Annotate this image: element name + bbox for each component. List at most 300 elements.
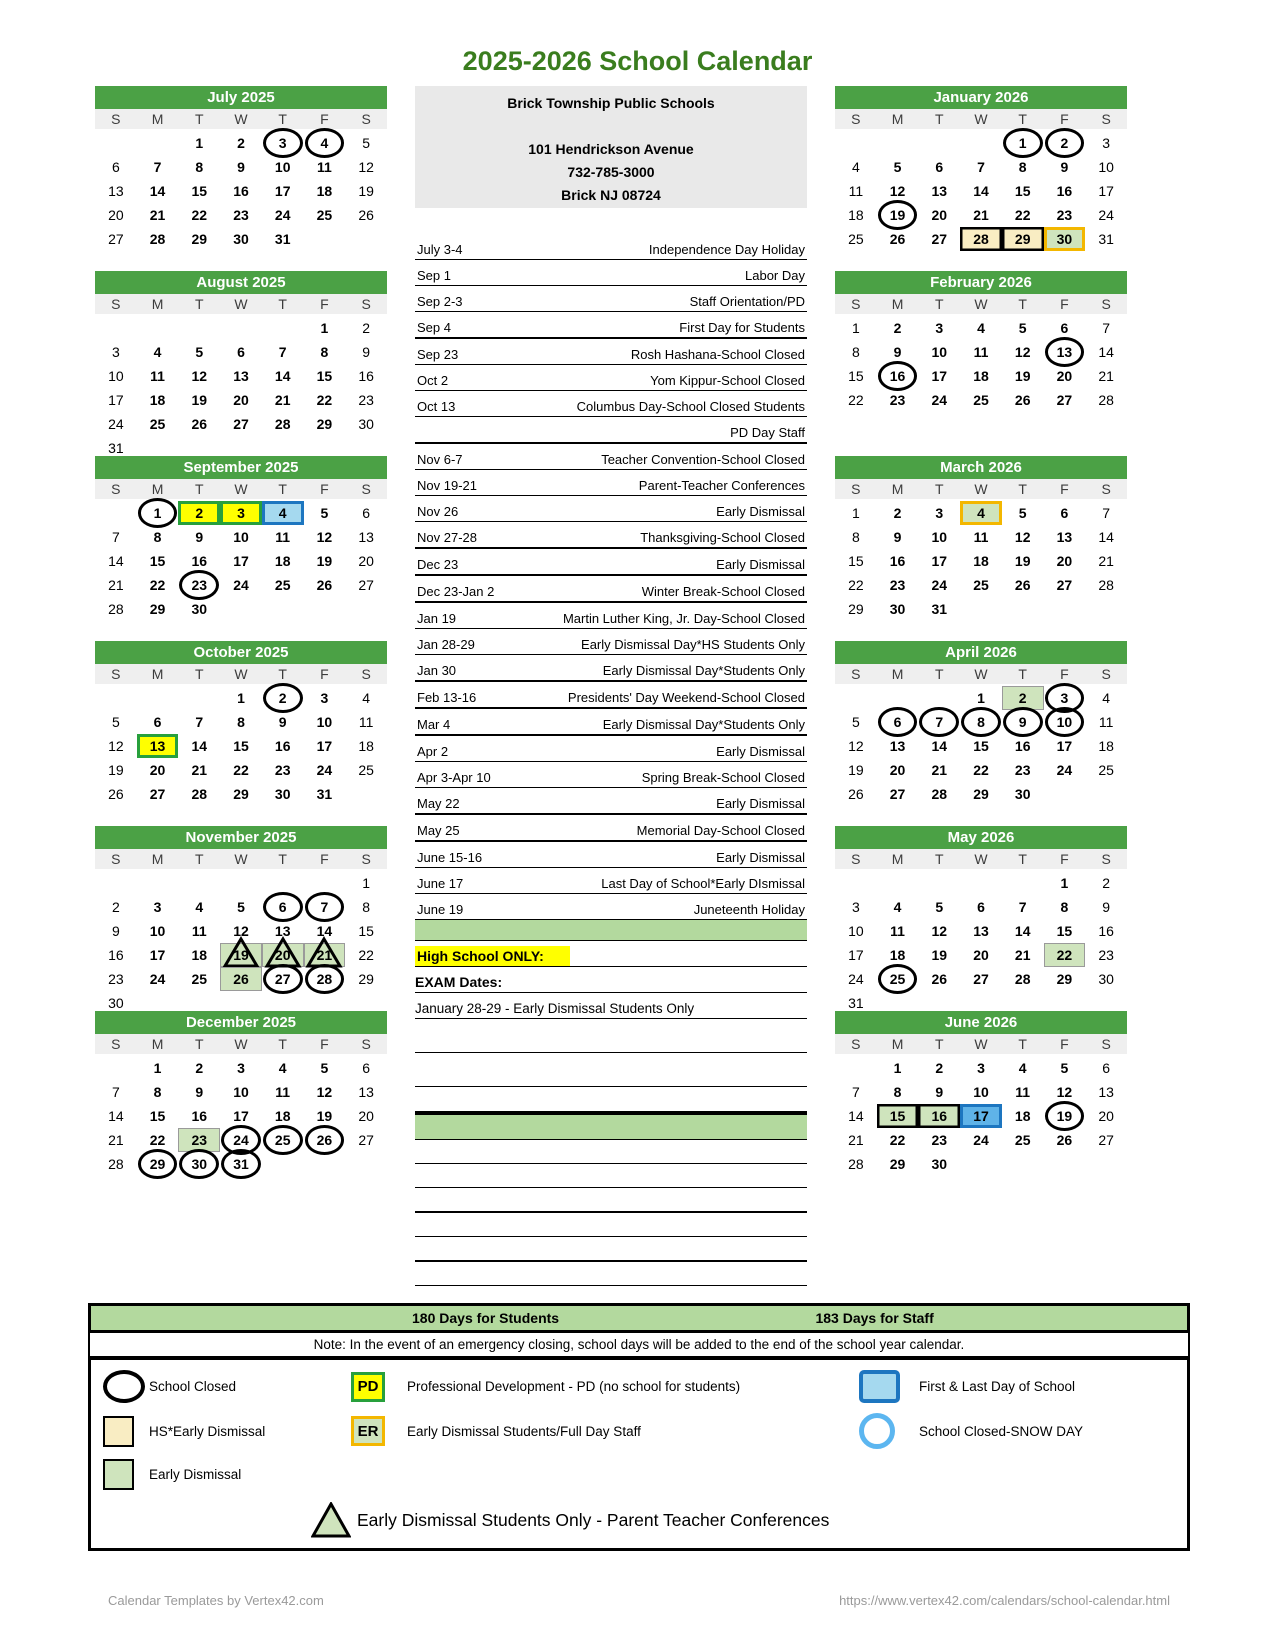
day-cell: 10: [274, 159, 291, 175]
event-row: [415, 576, 807, 603]
weekday-letter: S: [111, 481, 121, 497]
day-cell: 7: [195, 714, 204, 730]
day-cell: 23: [1056, 207, 1073, 223]
day-cell: 3: [237, 1060, 245, 1076]
day-cell: 3: [111, 344, 120, 360]
weekday-letter: S: [1101, 666, 1111, 682]
day-cell: 25: [191, 971, 208, 987]
day-cell: 8: [153, 1084, 162, 1100]
day-cell: 5: [935, 899, 944, 915]
day-cell-pd: 3: [220, 501, 262, 525]
day-cell: 24: [931, 577, 948, 593]
day-cell: 6: [237, 344, 245, 360]
day-cell: 21: [274, 392, 291, 408]
day-cell: 23: [1014, 762, 1031, 778]
day-cell-conf: 19: [220, 943, 262, 967]
day-cell: 17: [848, 947, 864, 963]
event-label: Juneteenth Holiday: [693, 902, 805, 917]
school-name: Brick Township Public Schools: [507, 95, 715, 111]
day-cell: 11: [1098, 714, 1114, 730]
day-cell: 10: [1098, 159, 1114, 175]
day-cell: 29: [149, 601, 166, 617]
day-cell: [835, 1056, 877, 1080]
event-label: Yom Kippur-School Closed: [650, 373, 805, 388]
event-date: Jan 30: [417, 663, 457, 678]
day-cell: 23: [889, 577, 906, 593]
weekday-letter: S: [361, 666, 371, 682]
day-cell: 29: [358, 971, 374, 987]
day-cell: 21: [1098, 553, 1114, 569]
day-cell: 28: [1014, 971, 1031, 987]
day-cell: 25: [973, 392, 989, 408]
weekday-letter: W: [234, 296, 248, 312]
school-address: 101 Hendrickson Avenue: [528, 141, 694, 157]
day-cell-closed: 27: [262, 967, 304, 991]
day-cell: 25: [274, 577, 291, 593]
event-label: Thanksgiving-School Closed: [640, 530, 805, 545]
month-header: April 2026: [835, 641, 1127, 664]
event-label: Early Dismissal: [716, 557, 805, 572]
event-row: [415, 234, 807, 260]
day-cell-closed: 24: [220, 1128, 262, 1152]
day-cell: 31: [931, 601, 948, 617]
hs-early-dismissal-label: HS*Early Dismissal: [149, 1423, 266, 1439]
day-cell: 12: [191, 368, 208, 384]
weekday-letter: S: [111, 851, 121, 867]
day-cell-hs: 28: [960, 227, 1002, 251]
day-cell: 8: [1018, 159, 1027, 175]
day-cell: 30: [358, 416, 374, 432]
month-slot: [95, 826, 387, 1011]
day-cell: [345, 597, 387, 621]
day-cell: 12: [889, 183, 906, 199]
day-cell: 27: [358, 577, 374, 593]
day-cell: 4: [1018, 1060, 1027, 1076]
weekday-letter: S: [1101, 481, 1111, 497]
day-cell: 22: [149, 1132, 166, 1148]
day-cell: 19: [848, 762, 864, 778]
day-cell-closed: 3: [262, 131, 304, 155]
event-row: [415, 286, 807, 312]
weekday-letter: T: [935, 851, 944, 867]
day-cell: 17: [931, 553, 948, 569]
day-cell: 15: [358, 923, 374, 939]
green-band: [415, 920, 807, 941]
day-cell: 9: [935, 1084, 944, 1100]
day-cell: 15: [973, 738, 989, 754]
day-cell: 29: [233, 786, 249, 802]
blank-row: [415, 1262, 807, 1286]
event-row: [415, 736, 807, 762]
day-cell: 13: [233, 368, 249, 384]
day-cell: 15: [233, 738, 249, 754]
weekday-letter: S: [361, 296, 371, 312]
weekday-letter: T: [1018, 111, 1027, 127]
day-cell: [262, 436, 304, 460]
day-cell: 4: [893, 899, 902, 915]
day-cell: 1: [893, 1060, 902, 1076]
day-cell-closed: 31: [220, 1152, 262, 1176]
weekday-letter: T: [195, 1036, 204, 1052]
days-grid: [835, 686, 1127, 806]
day-cell: [220, 597, 262, 621]
month-header: October 2025: [95, 641, 387, 664]
day-cell: 27: [233, 416, 249, 432]
day-cell: 15: [316, 368, 333, 384]
event-date: May 25: [417, 823, 460, 838]
day-cell: 31: [274, 231, 291, 247]
day-cell: 18: [149, 392, 166, 408]
day-cell: 21: [108, 577, 124, 593]
event-label: Early Dismissal Day*Students Only: [602, 717, 805, 732]
event-row: [415, 815, 807, 842]
day-cell: 30: [1014, 786, 1031, 802]
event-row: [415, 842, 807, 868]
day-cell: 6: [362, 505, 371, 521]
day-cell: 8: [195, 159, 204, 175]
summary-bar: [88, 1303, 1190, 1333]
month-header: January 2026: [835, 86, 1127, 109]
day-cell: 13: [1056, 529, 1073, 545]
day-cell: 21: [149, 207, 166, 223]
day-cell: 9: [111, 923, 120, 939]
day-cell: 3: [320, 690, 329, 706]
day-cell: [304, 227, 346, 251]
day-cell: 17: [233, 1108, 249, 1124]
weekday-letter: S: [111, 296, 121, 312]
day-cell: 8: [237, 714, 245, 730]
day-cell: 20: [931, 207, 948, 223]
exam-note-row: [415, 993, 807, 1019]
weekday-letter: F: [1060, 1036, 1069, 1052]
day-cell: 29: [889, 1156, 906, 1172]
day-cell: [137, 316, 179, 340]
event-row: [415, 260, 807, 286]
conference-legend-label: Early Dismissal Students Only - Parent Teacher Conferences: [357, 1509, 830, 1530]
day-cell-closed: 29: [137, 1152, 179, 1176]
event-label: Presidents' Day Weekend-School Closed: [567, 690, 805, 705]
day-cell-closed: 26: [304, 1128, 346, 1152]
event-row: [415, 788, 807, 815]
day-cell: 16: [108, 947, 124, 963]
day-cell: 27: [889, 786, 906, 802]
weekday-letter: S: [851, 296, 861, 312]
day-cell: 19: [316, 1108, 333, 1124]
day-cell: 24: [316, 762, 333, 778]
day-cell: [918, 131, 960, 155]
days-grid: [835, 1056, 1127, 1176]
day-cell-closed: 2: [1044, 131, 1086, 155]
day-cell: 12: [848, 738, 864, 754]
day-cell: [220, 871, 262, 895]
day-cell: 9: [195, 1084, 204, 1100]
day-cell: 6: [1060, 320, 1069, 336]
day-cell: 16: [1014, 738, 1031, 754]
day-cell: 11: [191, 923, 207, 939]
day-cell: 13: [108, 183, 124, 199]
weekday-letter: M: [891, 111, 904, 127]
day-cell-closed: 7: [918, 710, 960, 734]
day-cell: [137, 871, 179, 895]
month-header: May 2026: [835, 826, 1127, 849]
day-cell: 24: [233, 577, 249, 593]
day-cell: 20: [1098, 1108, 1114, 1124]
footer-url: https://www.vertex42.com/calendars/school-calendar.html: [839, 1593, 1170, 1608]
bottom-section: [88, 1303, 1190, 1551]
day-cell: 20: [973, 947, 989, 963]
day-cell: 9: [1102, 899, 1111, 915]
event-label: First Day for Students: [679, 320, 805, 335]
day-cell: 15: [1014, 183, 1031, 199]
day-cell-closed: 10: [1044, 710, 1086, 734]
day-cell: 10: [931, 344, 948, 360]
day-cell: 15: [191, 183, 208, 199]
month-slot: [95, 271, 387, 456]
weekday-letter: W: [974, 481, 988, 497]
day-cell: 23: [931, 1132, 948, 1148]
weekday-letter: M: [151, 666, 164, 682]
day-cell: 31: [108, 440, 124, 456]
day-cell: 26: [358, 207, 374, 223]
event-date: Mar 4: [417, 717, 451, 732]
day-cell: 1: [153, 1060, 162, 1076]
day-cell: 12: [233, 923, 249, 939]
day-cell: 15: [149, 553, 166, 569]
day-cell: [304, 991, 346, 1015]
day-cell: 21: [191, 762, 208, 778]
day-cell-closed: 30: [178, 1152, 220, 1176]
weekday-letter: F: [320, 1036, 329, 1052]
day-cell: [220, 316, 262, 340]
month-slot: [835, 826, 1127, 1011]
event-label: Last Day of School*Early DIsmissal: [601, 876, 805, 891]
day-cell: 29: [848, 601, 864, 617]
day-cell: [178, 686, 220, 710]
day-cell: [877, 131, 919, 155]
day-cell-closed: 25: [877, 967, 919, 991]
blank-row: [415, 1053, 807, 1087]
day-cell: 15: [149, 1108, 166, 1124]
first-last-day-label: First & Last Day of School: [919, 1379, 1076, 1394]
day-cell: [345, 227, 387, 251]
day-cell-closed: 7: [304, 895, 346, 919]
event-row: [415, 655, 807, 682]
days-grid: [95, 131, 387, 251]
day-cell: 28: [848, 1156, 864, 1172]
day-cell: 15: [1056, 923, 1073, 939]
weekday-letter: F: [320, 851, 329, 867]
weekday-letter: F: [320, 666, 329, 682]
day-cell: 25: [973, 577, 989, 593]
day-cell-closed: 6: [877, 710, 919, 734]
month-slot: [835, 641, 1127, 826]
day-cell: 25: [1098, 762, 1114, 778]
weekday-letter: T: [195, 111, 204, 127]
day-cell: 26: [1014, 577, 1031, 593]
day-cell: 18: [973, 553, 989, 569]
event-date: Nov 26: [417, 504, 459, 519]
weekday-letter: T: [935, 666, 944, 682]
day-cell: 7: [851, 1084, 860, 1100]
weekday-letter: T: [1018, 296, 1027, 312]
day-cell: 25: [358, 762, 374, 778]
day-cell: 27: [931, 231, 948, 247]
day-cell: 26: [316, 577, 333, 593]
day-cell: [137, 436, 179, 460]
day-cell: [345, 782, 387, 806]
day-cell: 11: [275, 1084, 291, 1100]
blank-row: [415, 1188, 807, 1213]
day-cell: 10: [233, 529, 249, 545]
event-date: Apr 3-Apr 10: [417, 770, 491, 785]
event-date: Nov 6-7: [417, 452, 463, 467]
event-label: Early Dismissal Day*HS Students Only: [581, 637, 805, 652]
day-cell: 2: [1102, 875, 1111, 891]
day-cell: [918, 871, 960, 895]
event-row: [415, 682, 807, 709]
event-date: May 22: [417, 796, 460, 811]
day-cell: 16: [274, 738, 291, 754]
day-cell: 31: [848, 995, 864, 1011]
day-cell: 22: [848, 392, 864, 408]
weekday-letter: F: [320, 481, 329, 497]
day-cell: 5: [851, 714, 860, 730]
weekday-letter: W: [974, 296, 988, 312]
day-cell: 23: [108, 971, 124, 987]
day-cell-closed: 19: [877, 203, 919, 227]
day-cell: 19: [191, 392, 208, 408]
day-cell: [95, 1056, 137, 1080]
day-cell: 10: [233, 1084, 249, 1100]
day-cell: 22: [889, 1132, 906, 1148]
day-cell: 13: [973, 923, 989, 939]
day-cell-closed: 1: [1002, 131, 1044, 155]
day-cell: 18: [973, 368, 989, 384]
day-cell: 17: [274, 183, 291, 199]
weekday-header-row: [95, 109, 387, 129]
day-cell: 5: [195, 344, 204, 360]
day-cell: 2: [893, 505, 902, 521]
event-row: [415, 417, 807, 444]
hs-early-dismissal-icon: [103, 1416, 134, 1447]
day-cell: [95, 501, 137, 525]
event-row: [415, 549, 807, 576]
days-grid: [95, 316, 387, 460]
day-cell-pd: 2: [178, 501, 220, 525]
month-header: August 2025: [95, 271, 387, 294]
weekday-letter: W: [974, 666, 988, 682]
weekday-letter: M: [891, 296, 904, 312]
day-cell: 11: [848, 183, 864, 199]
day-cell: 21: [973, 207, 989, 223]
school-phone: 732-785-3000: [567, 164, 655, 180]
day-cell: 17: [149, 947, 166, 963]
day-cell: 8: [362, 899, 371, 915]
day-cell: [95, 686, 137, 710]
weekday-letter: M: [891, 481, 904, 497]
day-cell: [918, 686, 960, 710]
day-cell: 30: [108, 995, 124, 1011]
weekday-letter: S: [111, 111, 121, 127]
right-month-column: [835, 86, 1127, 1286]
day-cell: 18: [191, 947, 208, 963]
day-cell: 6: [977, 899, 985, 915]
day-cell: [1002, 991, 1044, 1015]
weekday-letter: T: [1018, 851, 1027, 867]
weekday-letter: S: [1101, 851, 1111, 867]
day-cell: 16: [191, 1108, 208, 1124]
day-cell: 28: [108, 601, 124, 617]
weekday-header-row: [835, 849, 1127, 869]
day-cell-closed: 16: [877, 364, 919, 388]
day-cell-ed: 23: [178, 1128, 220, 1152]
event-date: Jan 19: [417, 611, 457, 626]
event-date: June 19: [417, 902, 464, 917]
day-cell: 26: [108, 786, 124, 802]
day-cell: 4: [851, 159, 860, 175]
day-cell: 3: [153, 899, 162, 915]
day-cell: 8: [153, 529, 162, 545]
day-cell-closed: 19: [1044, 1104, 1086, 1128]
weekday-letter: W: [974, 851, 988, 867]
day-cell: 22: [191, 207, 208, 223]
day-cell: [1044, 991, 1086, 1015]
day-cell: 24: [973, 1132, 989, 1148]
day-cell-er: 4: [960, 501, 1002, 525]
day-cell: 4: [1102, 690, 1111, 706]
day-cell: 21: [1014, 947, 1031, 963]
day-cell: [1085, 782, 1127, 806]
day-cell: 23: [233, 207, 249, 223]
day-cell: 12: [1056, 1084, 1073, 1100]
weekday-letter: S: [851, 1036, 861, 1052]
day-cell: 29: [191, 231, 208, 247]
day-cell: [304, 597, 346, 621]
day-cell-conf: 21: [304, 943, 346, 967]
day-cell: 24: [1056, 762, 1073, 778]
day-cell: 6: [1102, 1060, 1111, 1076]
blank-row: [415, 1213, 807, 1237]
day-cell: 22: [358, 947, 374, 963]
day-cell: 10: [108, 368, 124, 384]
day-cell: [918, 991, 960, 1015]
event-row: [415, 365, 807, 391]
day-cell: 4: [153, 344, 162, 360]
day-cell-closed: 13: [1044, 340, 1086, 364]
weekday-header-row: [835, 1034, 1127, 1054]
month-header: February 2026: [835, 271, 1127, 294]
days-grid: [95, 686, 387, 806]
day-cell: 2: [111, 899, 120, 915]
day-cell: 7: [278, 344, 287, 360]
day-cell: [262, 1152, 304, 1176]
day-cell: [304, 436, 346, 460]
day-cell: 10: [973, 1084, 989, 1100]
month-header: September 2025: [95, 456, 387, 479]
day-cell: 24: [931, 392, 948, 408]
month-header: March 2026: [835, 456, 1127, 479]
center-column: [415, 86, 807, 1286]
day-cell: 5: [237, 899, 245, 915]
day-cell: 10: [149, 923, 166, 939]
weekday-header-row: [95, 849, 387, 869]
day-cell: 26: [848, 786, 864, 802]
day-cell: [1085, 597, 1127, 621]
day-cell: 4: [362, 690, 371, 706]
event-row: [415, 603, 807, 629]
weekday-letter: T: [1018, 1036, 1027, 1052]
day-cell: [178, 436, 220, 460]
